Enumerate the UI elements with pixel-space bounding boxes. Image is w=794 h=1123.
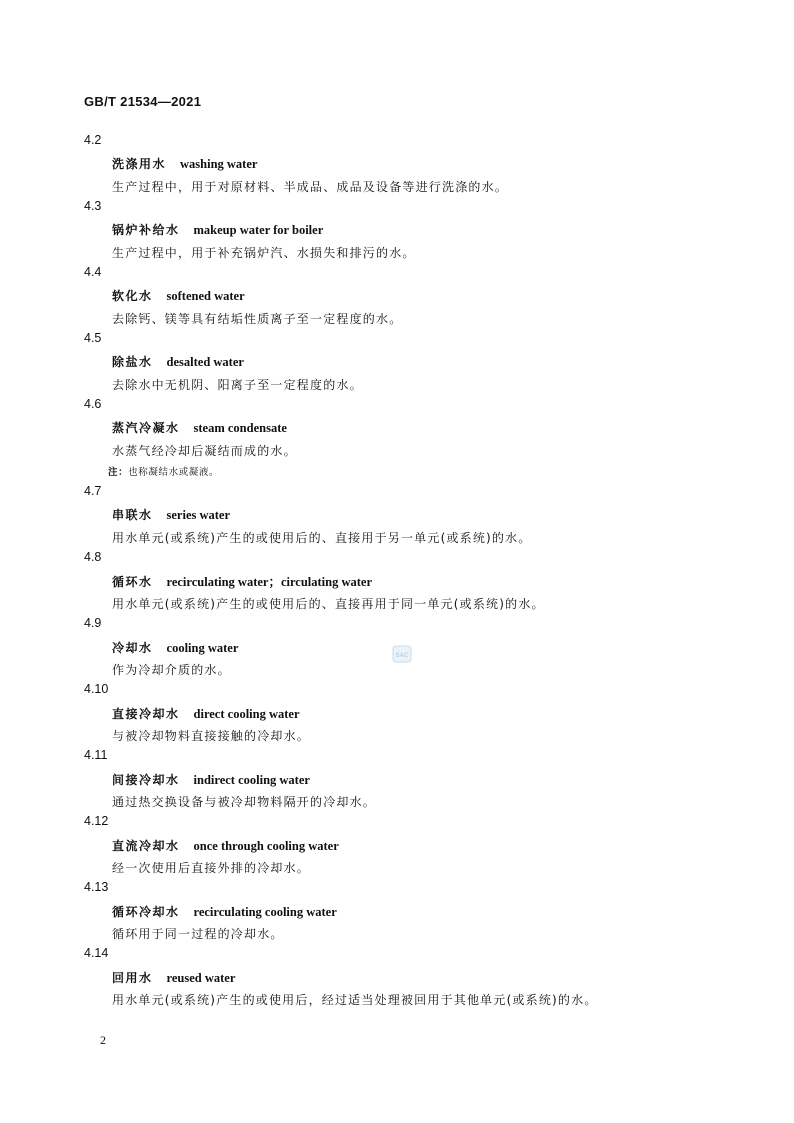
term-en: once through cooling water	[193, 839, 339, 853]
term-heading	[112, 506, 230, 523]
note-label: 注：	[108, 467, 129, 478]
term-definition: 作为冷却介质的水。	[112, 663, 231, 677]
page-number: 2	[100, 1033, 106, 1047]
term-en: direct cooling water	[193, 707, 300, 721]
term-en: recirculating cooling water	[193, 905, 337, 919]
term-heading	[112, 837, 339, 854]
term-zh: 循环冷却水	[112, 905, 180, 919]
term-definition: 去除水中无机阴、阳离子至一定程度的水。	[112, 378, 363, 392]
term-definition: 循环用于同一过程的冷却水。	[112, 927, 284, 941]
clause-number: 4.3	[84, 199, 102, 213]
term-en: makeup water for boiler	[193, 223, 324, 237]
term-zh: 间接冷却水	[112, 773, 180, 787]
term-definition: 通过热交换设备与被冷却物料隔开的冷却水。	[112, 795, 377, 809]
clause-number: 4.12	[84, 814, 109, 828]
clause-number: 4.14	[84, 946, 109, 960]
term-heading	[112, 221, 323, 238]
term-en: reused water	[166, 971, 236, 985]
term-heading	[112, 705, 300, 722]
clause-number: 4.9	[84, 616, 102, 630]
term-definition: 生产过程中，用于对原材料、半成品、成品及设备等进行洗涤的水。	[112, 180, 509, 194]
term-definition: 用水单元(或系统)产生的或使用后，经过适当处理被回用于其他单元(或系统)的水。	[112, 993, 598, 1007]
term-zh: 回用水	[112, 971, 153, 985]
term-definition: 去除钙、镁等具有结垢性质离子至一定程度的水。	[112, 312, 403, 326]
term-en: washing water	[180, 157, 258, 171]
clause-number: 4.5	[84, 331, 102, 345]
term-heading	[112, 639, 238, 656]
term-en: desalted water	[166, 355, 244, 369]
clause-number: 4.8	[84, 550, 102, 564]
term-heading	[112, 155, 257, 172]
clause-number: 4.7	[84, 484, 102, 498]
term-heading	[112, 572, 372, 590]
term-note	[108, 464, 219, 478]
sac-watermark-logo	[392, 645, 412, 663]
term-heading	[112, 903, 337, 920]
term-definition: 用水单元(或系统)产生的或使用后的、直接用于另一单元(或系统)的水。	[112, 531, 532, 545]
term-definition: 生产过程中，用于补充锅炉汽、水损失和排污的水。	[112, 246, 416, 260]
term-en: softened water	[166, 289, 245, 303]
term-en: cooling water	[166, 641, 239, 655]
term-heading	[112, 353, 244, 370]
term-zh: 串联水	[112, 508, 153, 522]
term-zh: 除盐水	[112, 355, 153, 369]
term-zh: 直接冷却水	[112, 707, 180, 721]
term-heading	[112, 969, 235, 986]
term-zh: 循环水	[112, 575, 153, 589]
term-heading	[112, 771, 310, 788]
note-text: 也称凝结水或凝液。	[128, 467, 220, 478]
term-zh: 冷却水	[112, 641, 153, 655]
clause-number: 4.2	[84, 133, 102, 147]
watermark-text: SAC	[395, 653, 409, 659]
standard-id-header: GB/T 21534—2021	[84, 94, 202, 109]
clause-number: 4.13	[84, 880, 109, 894]
term-en: indirect cooling water	[193, 773, 310, 787]
term-definition: 水蒸气经冷却后凝结而成的水。	[112, 444, 297, 458]
clause-number: 4.6	[84, 397, 102, 411]
clause-number: 4.11	[84, 748, 108, 762]
term-zh: 锅炉补给水	[112, 223, 180, 237]
term-zh: 洗涤用水	[112, 157, 167, 171]
term-zh: 软化水	[112, 289, 153, 303]
term-definition: 与被冷却物料直接接触的冷却水。	[112, 729, 311, 743]
term-zh: 蒸汽冷凝水	[112, 421, 180, 435]
term-en: series water	[166, 508, 231, 522]
term-en: steam condensate	[193, 421, 287, 435]
term-en: recirculating water；circulating water	[166, 575, 373, 589]
term-heading	[112, 287, 245, 304]
clause-number: 4.10	[84, 682, 109, 696]
term-definition: 用水单元(或系统)产生的或使用后的、直接再用于同一单元(或系统)的水。	[112, 597, 545, 611]
term-heading	[112, 419, 287, 436]
term-zh: 直流冷却水	[112, 839, 180, 853]
clause-number: 4.4	[84, 265, 102, 279]
term-definition: 经一次使用后直接外排的冷却水。	[112, 861, 311, 875]
